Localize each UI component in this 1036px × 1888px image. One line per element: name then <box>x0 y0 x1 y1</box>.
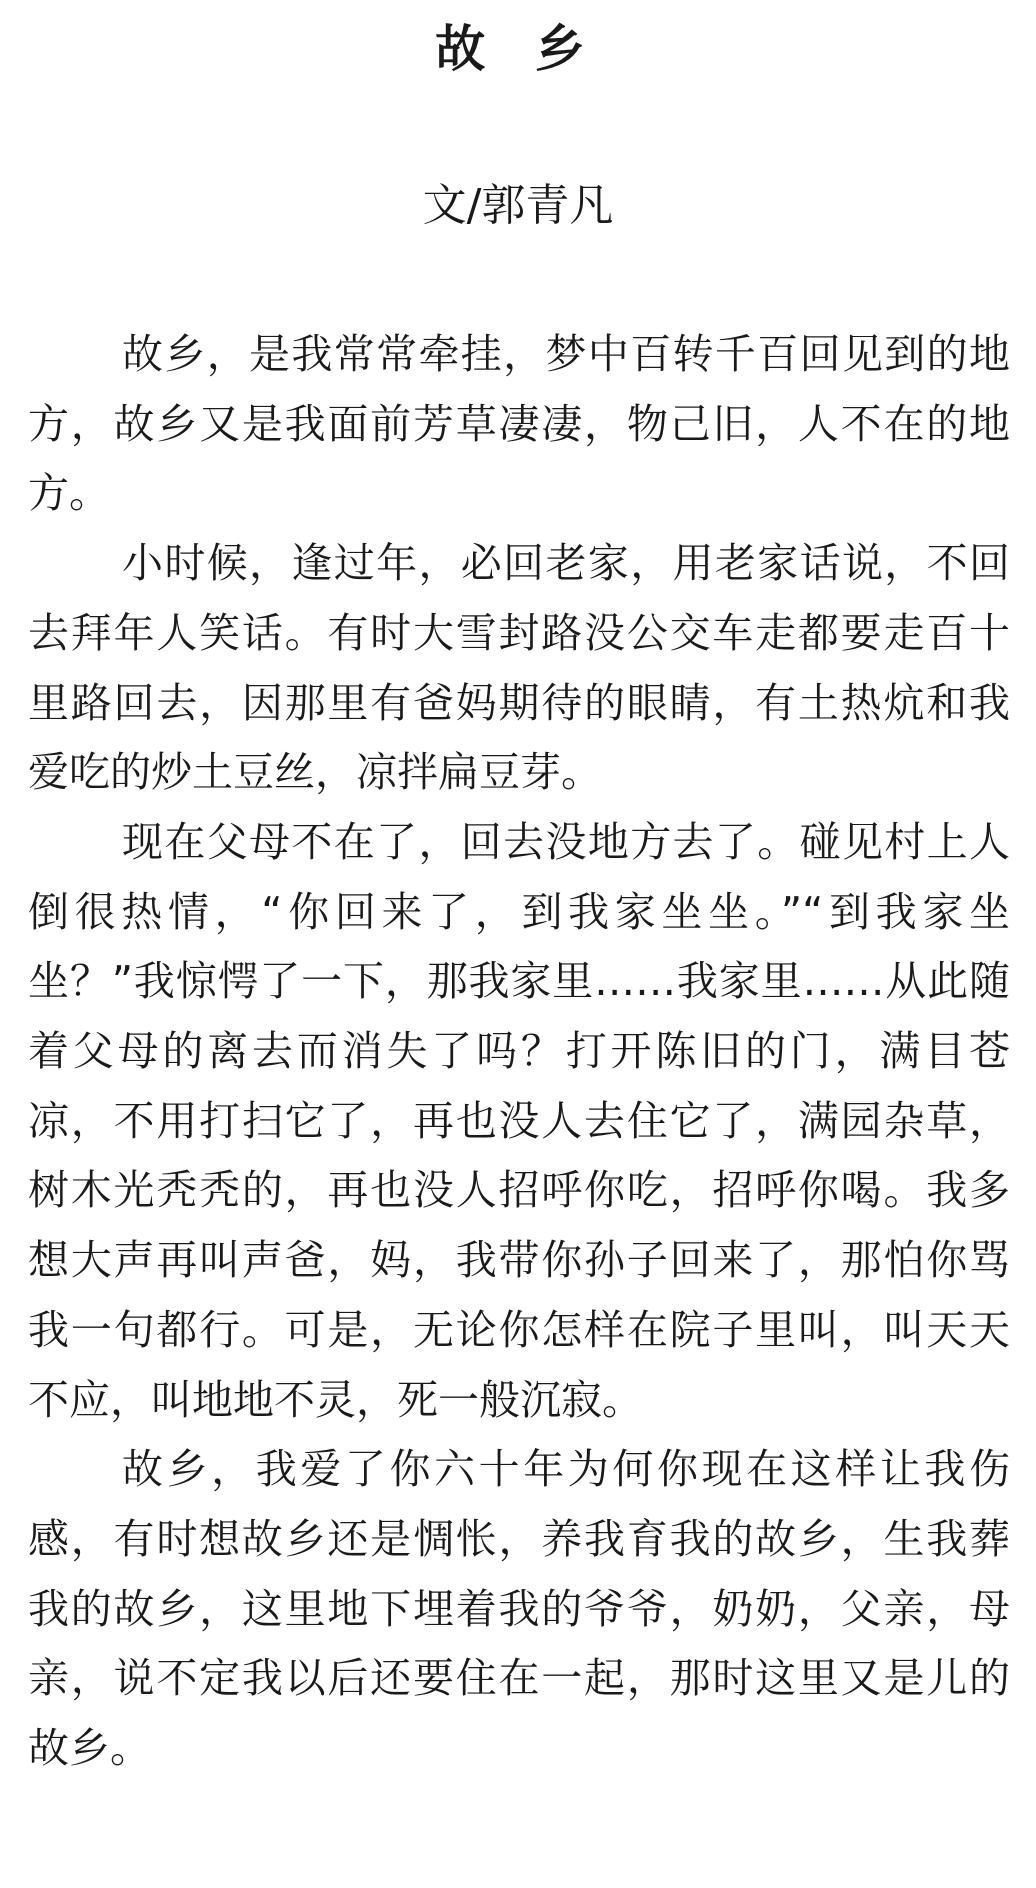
article-author: 文/郭青凡 <box>422 180 614 231</box>
paragraph-1: 故乡，是我常常牵挂，梦中百转千百回见到的地方，故乡又是我面前芳草凄凄，物己旧，人不在的地方。 <box>28 330 1010 518</box>
paragraph-4: 故乡，我爱了你六十年为何你现在这样让我伤感，有时想故乡还是惆怅，养我育我的故乡，生我葬我的故乡，这里地下埋着我的爷爷，奶奶，父亲，母亲，说不定我以后还要住在一起，那时这里又是儿的故乡。 <box>28 1445 1010 1773</box>
article-body <box>28 320 1010 1784</box>
article-title: 故 乡 <box>435 20 601 78</box>
paragraph-3: 现在父母不在了，回去没地方去了。碰见村上人倒很热情，“你回来了，到我家坐坐。”“到我家坐坐？”我惊愕了一下，那我家里……我家里……从此随着父母的离去而消失了吗？打开陈旧的门，满目苍凉，不用打扫它了，再也没人去住它了，满园杂草，树木光秃秃的，再也没人招呼你吃，招呼你喝。我多想大声再叫声爸，妈，我带你孙子回来了，那怕你骂我一句都行。可是，无论你怎样在院子里叫，叫天天不应，叫地地不灵，死一般沉寂。 <box>28 817 1010 1424</box>
paragraph-2: 小时候，逢过年，必回老家，用老家话说，不回去拜年人笑话。有时大雪封路没公交车走都要走百十里路回去，因那里有爸妈期待的眼睛，有土热炕和我爱吃的炒土豆丝，凉拌扁豆芽。 <box>28 539 1010 797</box>
